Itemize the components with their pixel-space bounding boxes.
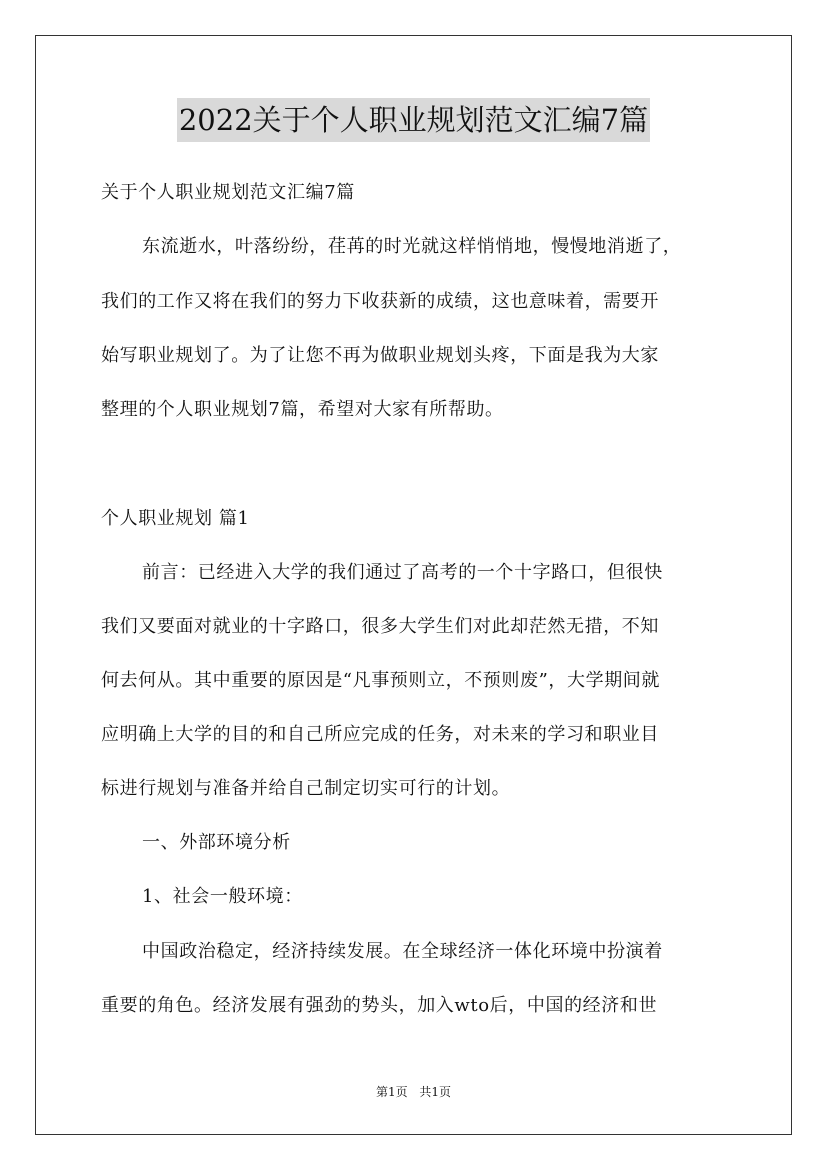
subheading-external-environment: 一、外部环境分析 — [142, 832, 291, 853]
body-line-1: 中国政治稳定，经济持续发展。在全球经济一体化环境中扮演着 — [142, 941, 663, 962]
page-footer — [0, 1084, 827, 1100]
subtitle-line: 关于个人职业规划范文汇编7篇 — [101, 182, 355, 203]
preface-line-1: 前言：已经进入大学的我们通过了高考的一个十字路口，但很快 — [142, 562, 663, 583]
document-title: 2022关于个人职业规划范文汇编7篇 — [177, 98, 650, 142]
section-heading: 个人职业规划 篇1 — [101, 508, 250, 529]
intro-line-4: 整理的个人职业规划7篇，希望对大家有所帮助。 — [101, 399, 504, 420]
preface-line-3: 何去何从。其中重要的原因是“凡事预则立，不预则废”，大学期间就 — [101, 670, 661, 691]
intro-line-1: 东流逝水，叶落纷纷，荏苒的时光就这样悄悄地，慢慢地消逝了， — [142, 236, 682, 257]
body-line-2: 重要的角色。经济发展有强劲的势头，加入wto后，中国的经济和世 — [101, 995, 658, 1016]
preface-line-2: 我们又要面对就业的十字路口，很多大学生们对此却茫然无措，不知 — [101, 616, 659, 637]
total-pages: 共1页 — [419, 1085, 452, 1099]
preface-line-5: 标进行规划与准备并给自己制定切实可行的计划。 — [101, 778, 511, 799]
intro-line-3: 始写职业规划了。为了让您不再为做职业规划头疼，下面是我为大家 — [101, 345, 659, 366]
title-container — [0, 98, 827, 142]
subheading-social-environment: 1、社会一般环境： — [142, 886, 303, 907]
preface-line-4: 应明确上大学的目的和自己所应完成的任务，对未来的学习和职业目 — [101, 724, 659, 745]
intro-line-2: 我们的工作又将在我们的努力下收获新的成绩，这也意味着，需要开 — [101, 291, 659, 312]
page-number: 第1页 — [375, 1085, 408, 1099]
